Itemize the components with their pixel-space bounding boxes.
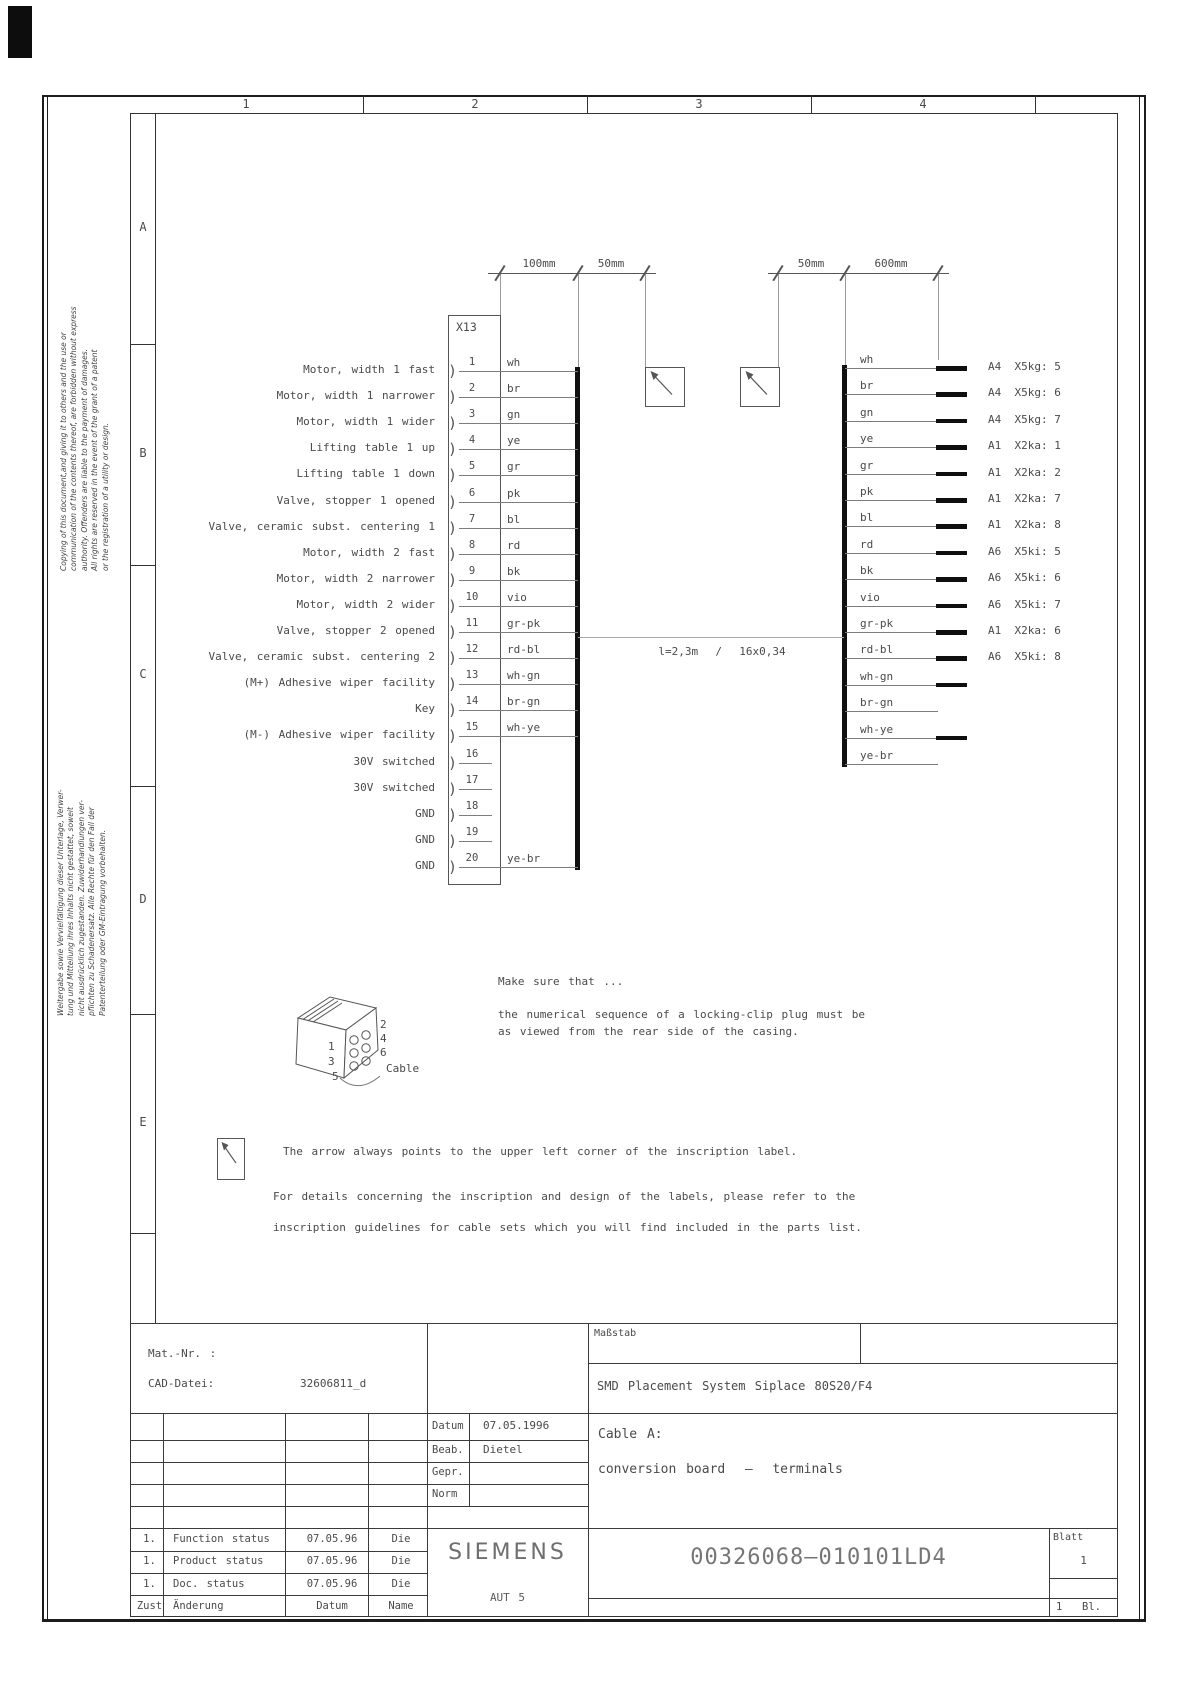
copyright-line: nicht ausdrücklich zugestanden. Zuwiderhandlungen ver- <box>76 800 86 1016</box>
title-block-line <box>130 1506 588 1507</box>
right-wire-color-label: vio <box>860 590 880 604</box>
right-wire-color-label: wh <box>860 353 874 366</box>
wire-end-marker <box>936 524 967 529</box>
right-wire-color-label: wh-ye <box>860 722 894 736</box>
pin-description: (M+) Adhesive wiper facility <box>243 676 435 690</box>
right-wire-line <box>845 711 938 712</box>
pin-number: 11 <box>465 617 479 629</box>
wire-color-label: br-gn <box>507 695 541 709</box>
terminal-assignment-label: A6 X5ki: 8 <box>988 650 1061 664</box>
pin-number: 19 <box>465 825 479 838</box>
pin-number: 7 <box>468 512 476 525</box>
pin-description: 30V switched <box>353 780 435 794</box>
pin-description: Valve, ceramic subst. centering 2 <box>208 650 435 664</box>
pin-wire-line <box>459 475 578 476</box>
pin-contact-arc: ) <box>448 570 458 589</box>
revision-cell: 1. <box>143 1577 156 1590</box>
pin-contact-arc: ) <box>448 414 458 433</box>
copyright-line: or the registration of a utility or design. <box>100 422 110 571</box>
wire-end-marker <box>936 577 967 582</box>
zone-column-label: 2 <box>471 97 479 111</box>
wire-end-marker <box>936 630 967 635</box>
wire-color-label: wh <box>507 356 521 369</box>
zone-tick-left <box>130 1233 156 1234</box>
zone-column-label: 3 <box>695 97 703 111</box>
pin-contact-arc: ) <box>448 388 458 407</box>
pin-number: 12 <box>465 643 479 656</box>
sheet-border <box>1139 95 1140 1619</box>
pin-description: Motor, width 2 wider <box>296 597 435 611</box>
right-wire-line <box>845 526 938 527</box>
sheet-border <box>42 95 1146 97</box>
zone-row-label: B <box>139 446 147 460</box>
copyright-line: communication of the contents thereof, are forbidden without express <box>69 306 79 571</box>
pin-contact-arc: ) <box>448 831 458 850</box>
connector-designation: X13 <box>456 320 477 334</box>
wire-color-label: ye-br <box>507 851 541 865</box>
dimension-label-50mm-left: 50mm <box>597 257 625 270</box>
zone-row-label: E <box>139 1115 147 1129</box>
document-number: 00326068–010101LD4 <box>690 1545 947 1570</box>
plug-pin-number: 5 <box>332 1070 339 1083</box>
zone-row-label: C <box>139 667 147 681</box>
zone-tick-top <box>587 95 588 113</box>
wire-end-marker <box>936 736 967 741</box>
cable-middle-line <box>578 637 844 638</box>
cable-spec-label: l=2,3m / 16x0,34 <box>658 645 786 658</box>
inner-frame <box>130 113 131 1617</box>
sheet-border <box>1144 95 1146 1622</box>
right-wire-line <box>845 658 938 659</box>
extension-line <box>778 273 779 367</box>
pin-contact-arc: ) <box>448 362 458 380</box>
dimension-label-600mm: 600mm <box>874 257 908 270</box>
note-arrow: The arrow always points to the upper left corner of the inscription label. <box>283 1145 798 1158</box>
terminal-assignment-label: A1 X2ka: 1 <box>988 439 1061 453</box>
terminal-assignment-label: A1 X2ka: 7 <box>988 492 1061 505</box>
wire-color-label: pk <box>507 486 521 500</box>
copyright-note-german <box>56 716 108 1016</box>
arrow-up-left-icon <box>646 368 684 406</box>
title-block-line <box>860 1323 861 1364</box>
title-block-line <box>130 1595 427 1596</box>
pin-number: 9 <box>468 564 476 577</box>
right-wire-color-label: bl <box>860 511 874 525</box>
right-wire-color-label: rd-bl <box>860 643 894 657</box>
pin-description: GND <box>415 806 435 820</box>
pin-contact-arc: ) <box>448 805 458 824</box>
wire-color-label: bl <box>507 512 521 526</box>
revision-cell: 07.05.96 <box>306 1555 358 1568</box>
right-wire-line <box>845 421 938 422</box>
inscription-label-symbol-2 <box>740 367 780 407</box>
wire-color-label: rd-bl <box>507 643 541 657</box>
pin-number: 20 <box>465 851 479 864</box>
wire-end-marker <box>936 419 967 424</box>
title-block-line <box>130 1440 588 1441</box>
title-block-line <box>1049 1528 1050 1617</box>
inscription-label-symbol-note <box>217 1138 245 1180</box>
right-wire-color-label: ye-br <box>860 749 894 762</box>
right-wire-color-label: br-gn <box>860 696 894 710</box>
pin-contact-arc: ) <box>448 440 458 459</box>
pin-description: Valve, stopper 2 opened <box>276 624 435 637</box>
wire-color-label: gr-pk <box>507 617 541 630</box>
wire-color-label: ye <box>507 434 521 448</box>
pin-contact-arc: ) <box>448 727 458 746</box>
revision-cell: 1. <box>143 1555 156 1568</box>
zone-row-label: D <box>139 892 147 906</box>
pin-wire-line <box>459 763 492 764</box>
pin-number: 5 <box>468 460 476 473</box>
zone-column-label: 1 <box>242 97 250 111</box>
blatt-label: Blatt <box>1053 1532 1084 1543</box>
revision-cell: Datum <box>316 1599 348 1612</box>
wire-end-marker <box>936 656 967 661</box>
pin-contact-arc: ) <box>448 518 458 537</box>
department-label: AUT 5 <box>489 1591 526 1604</box>
pin-contact-arc: ) <box>448 623 458 641</box>
pin-wire-line <box>459 658 578 659</box>
pin-contact-arc: ) <box>448 544 458 563</box>
right-wire-color-label: gn <box>860 405 874 419</box>
copyright-line: Patenterteilung oder GM-Eintragung vorbehalten. <box>97 829 107 1016</box>
wire-color-label: wh-ye <box>507 721 541 735</box>
wire-color-label: br <box>507 382 521 396</box>
zone-tick-left <box>130 1014 156 1015</box>
meta-datum-value: 07.05.1996 <box>483 1419 550 1432</box>
wire-end-marker <box>936 551 967 556</box>
plug-pin-number: 6 <box>380 1046 387 1059</box>
pin-wire-line <box>459 371 578 372</box>
right-wire-color-label: pk <box>860 485 874 498</box>
pin-contact-arc: ) <box>448 466 458 485</box>
wire-end-marker <box>936 445 967 450</box>
pin-description: (M-) Adhesive wiper facility <box>243 728 435 742</box>
terminal-assignment-label: A6 X5ki: 5 <box>988 544 1061 558</box>
pin-description: GND <box>415 858 435 872</box>
pin-number: 6 <box>468 486 476 499</box>
zone-strip-divider <box>155 113 156 1323</box>
company-logo-text: SIEMENS <box>448 1540 567 1565</box>
terminal-assignment-label: A4 X5kg: 6 <box>988 386 1061 400</box>
pin-wire-line <box>459 423 578 424</box>
pin-wire-line <box>459 528 578 529</box>
pin-description: Motor, width 2 fast <box>303 545 435 559</box>
sheet-border <box>47 95 48 1619</box>
pin-number: 2 <box>468 382 476 395</box>
pin-contact-arc: ) <box>448 701 458 720</box>
pin-wire-line <box>459 736 578 737</box>
note-make-sure-line2: as viewed from the rear side of the casing. <box>498 1025 799 1038</box>
terminal-assignment-label: A1 X2ka: 2 <box>988 465 1061 479</box>
pin-contact-arc: ) <box>448 492 458 511</box>
terminal-assignment-label: A6 X5ki: 7 <box>988 597 1061 611</box>
pin-description: 30V switched <box>353 754 435 768</box>
wire-end-marker <box>936 392 967 397</box>
revision-cell: Product status <box>173 1555 264 1568</box>
extension-line <box>845 273 846 366</box>
zone-tick-left <box>130 344 156 345</box>
pin-wire-line <box>459 815 492 816</box>
right-wire-color-label: ye <box>860 432 874 446</box>
pin-wire-line <box>459 684 578 685</box>
title-block-line <box>130 1551 427 1552</box>
wire-color-label: gn <box>507 408 521 422</box>
mat-nr-label: Mat.-Nr. : <box>148 1347 217 1360</box>
copyright-line: tung und Mitteilung ihres Inhalts nicht gestattet, soweit <box>66 807 76 1016</box>
title-block-line <box>130 1462 588 1463</box>
right-wire-line <box>845 685 938 686</box>
meta-gepr-label: Gepr. <box>432 1466 464 1478</box>
extension-line <box>645 273 646 367</box>
wire-end-marker <box>936 472 967 477</box>
plug-pin-number: 2 <box>380 1018 387 1031</box>
pin-description: GND <box>415 832 435 846</box>
copyright-line: All rights are reserved in the event of the grant of a patent <box>90 349 100 571</box>
right-wire-line <box>845 632 938 633</box>
drawing-title-line1: Cable A: <box>598 1427 663 1442</box>
right-wire-line <box>845 606 938 607</box>
title-block-line <box>130 1573 427 1574</box>
pin-description: Motor, width 1 wider <box>296 415 435 429</box>
dimension-label-100mm: 100mm <box>522 257 556 270</box>
right-wire-line <box>845 579 938 580</box>
right-wire-line <box>845 447 938 448</box>
zone-tick-top <box>1035 95 1036 113</box>
pin-wire-line <box>459 632 578 633</box>
revision-cell: Name <box>388 1599 414 1612</box>
sheet-count-value: 1 <box>1056 1601 1063 1613</box>
zone-column-label: 4 <box>919 97 927 111</box>
pin-description: Motor, width 2 narrower <box>276 571 435 585</box>
copyright-line: Weitergabe sowie Vervielfältigung dieser Unterlage, Verwer- <box>56 789 65 1016</box>
revision-cell: Function status <box>173 1533 270 1545</box>
note-details-line2: inscription guidelines for cable sets which you will find included in the parts list. <box>273 1221 862 1234</box>
dimension-line <box>488 273 656 274</box>
pin-contact-arc: ) <box>448 779 458 798</box>
zone-tick-top <box>811 95 812 113</box>
terminal-assignment-label: A1 X2ka: 8 <box>988 518 1061 532</box>
title-block-line <box>1049 1578 1117 1579</box>
pin-description: Motor, width 1 narrower <box>276 389 435 403</box>
dimension-line <box>768 273 949 274</box>
pin-wire-line <box>459 502 578 503</box>
pin-number: 16 <box>465 747 479 760</box>
dimension-label-50mm-right: 50mm <box>797 257 825 270</box>
pin-wire-line <box>459 841 492 842</box>
plug-pin-number: 3 <box>328 1055 335 1068</box>
revision-cell: Die <box>391 1533 411 1545</box>
plug-cable-label: Cable <box>386 1062 420 1075</box>
cable-bundle-left <box>575 367 580 870</box>
pin-number: 13 <box>465 669 479 682</box>
pin-contact-arc: ) <box>448 596 458 615</box>
pin-number: 18 <box>465 799 479 812</box>
right-wire-color-label: gr <box>860 458 874 472</box>
plug-pin-number: 1 <box>328 1040 335 1053</box>
sheet-border <box>42 1619 1146 1622</box>
right-wire-line <box>845 368 938 369</box>
inscription-label-symbol-1 <box>645 367 685 407</box>
right-wire-line <box>845 553 938 554</box>
pin-number: 17 <box>465 773 479 786</box>
pin-contact-arc: ) <box>448 857 458 876</box>
title-block-line <box>588 1323 589 1617</box>
revision-cell: 07.05.96 <box>306 1577 358 1590</box>
cable-bundle-right <box>842 365 847 767</box>
right-wire-color-label: wh-gn <box>860 669 894 683</box>
title-block-line <box>427 1323 428 1617</box>
terminal-assignment-label: A4 X5kg: 7 <box>988 412 1061 426</box>
pin-wire-line <box>459 867 578 868</box>
pin-wire-line <box>459 710 578 711</box>
pin-description: Valve, ceramic subst. centering 1 <box>208 519 435 533</box>
pin-number: 3 <box>468 408 476 421</box>
inner-frame <box>1117 113 1118 1617</box>
right-wire-color-label: rd <box>860 537 874 551</box>
wire-end-marker <box>936 604 967 609</box>
right-wire-line <box>845 394 938 395</box>
copyright-line: authority. Offenders are liable to the payment of damages. <box>79 348 89 571</box>
title-block-line <box>588 1363 1117 1364</box>
extension-line <box>938 273 939 360</box>
right-wire-color-label: bk <box>860 564 874 578</box>
pin-number: 4 <box>468 434 476 447</box>
blatt-value: 1 <box>1080 1554 1087 1567</box>
pin-description: Lifting table 1 up <box>309 441 435 455</box>
pin-wire-line <box>459 606 578 607</box>
terminal-assignment-label: A6 X5ki: 6 <box>988 571 1061 585</box>
wire-color-label: rd <box>507 538 521 552</box>
title-block-line <box>588 1598 1117 1599</box>
revision-cell: 1. <box>143 1533 156 1545</box>
wire-color-label: gr <box>507 460 521 474</box>
inner-frame <box>130 113 1118 114</box>
pin-number: 8 <box>468 538 476 551</box>
arrow-up-left-icon <box>741 368 779 406</box>
pin-wire-line <box>459 449 578 450</box>
meta-beab-label: Beab. <box>432 1444 464 1456</box>
wire-end-marker <box>936 683 967 688</box>
revision-cell: 07.05.96 <box>306 1533 358 1545</box>
pin-wire-line <box>459 554 578 555</box>
pin-description: Motor, width 1 fast <box>303 363 435 376</box>
wire-color-label: wh-gn <box>507 669 541 683</box>
scan-mark <box>8 6 32 58</box>
pin-wire-line <box>459 580 578 581</box>
zone-tick-left <box>130 565 156 566</box>
title-block-line <box>469 1413 470 1507</box>
arrow-up-left-icon <box>218 1139 244 1179</box>
terminal-assignment-label: A1 X2ka: 6 <box>988 624 1061 637</box>
revision-cell: Doc. status <box>173 1577 245 1590</box>
right-wire-line <box>845 764 938 765</box>
revision-cell: Zust <box>136 1599 163 1612</box>
pin-wire-line <box>459 397 578 398</box>
copyright-line: pflichten zu Schadenersatz. Alle Rechte für den Fall der <box>87 807 97 1016</box>
terminal-assignment-label: A4 X5kg: 5 <box>988 360 1061 373</box>
revision-cell: Die <box>391 1555 411 1568</box>
wire-color-label: bk <box>507 564 521 578</box>
pin-description: Lifting table 1 down <box>296 467 435 481</box>
sheet-border <box>42 95 44 1622</box>
right-wire-line <box>845 500 938 501</box>
revision-cell: Die <box>391 1577 411 1590</box>
connector-box <box>500 315 501 885</box>
title-block-line <box>130 1528 1118 1529</box>
cad-file-label: CAD-Datei: <box>148 1377 215 1390</box>
meta-beab-value: Dietel <box>483 1443 523 1456</box>
note-make-sure-title: Make sure that ... <box>498 975 624 988</box>
pin-wire-line <box>459 789 492 790</box>
inner-frame <box>130 1616 1118 1617</box>
plug-pin-number: 4 <box>380 1032 387 1045</box>
title-block-line <box>130 1323 1118 1324</box>
wire-color-label: vio <box>507 590 527 604</box>
pin-contact-arc: ) <box>448 753 458 772</box>
pin-number: 10 <box>465 590 479 603</box>
title-block-line <box>130 1484 588 1485</box>
right-wire-line <box>845 474 938 475</box>
right-wire-color-label: gr-pk <box>860 617 894 630</box>
title-block-line <box>130 1413 1118 1414</box>
copyright-note-english <box>59 271 111 571</box>
wire-end-marker <box>936 366 967 371</box>
pin-contact-arc: ) <box>448 675 458 694</box>
revision-cell: Änderung <box>173 1599 224 1612</box>
sheet-count-suffix: Bl. <box>1082 1601 1101 1613</box>
note-make-sure-line1: the numerical sequence of a locking-clip plug must be <box>498 1008 865 1021</box>
pin-number: 15 <box>465 721 479 734</box>
connector-box <box>448 315 501 316</box>
pin-description: Key <box>415 702 435 716</box>
copyright-line: Copying of this document,and giving it to others and the use or <box>59 332 68 571</box>
right-wire-line <box>845 738 938 739</box>
meta-datum-label: Datum <box>432 1420 464 1432</box>
cad-file-value: 32606811_d <box>300 1377 367 1390</box>
wire-end-marker <box>936 498 967 503</box>
zone-tick-top <box>363 95 364 113</box>
pin-number: 1 <box>468 356 476 368</box>
massstab-label: Maßstab <box>594 1328 637 1339</box>
drawing-title-line2: conversion board – terminals <box>598 1462 843 1477</box>
pin-number: 14 <box>465 695 479 708</box>
pin-contact-arc: ) <box>448 649 458 668</box>
pin-description: Valve, stopper 1 opened <box>276 493 435 507</box>
connector-box <box>448 884 501 885</box>
zone-row-label: A <box>139 220 147 234</box>
right-wire-color-label: br <box>860 379 874 393</box>
note-details-line1: For details concerning the inscription and design of the labels, please refer to the <box>273 1190 856 1203</box>
system-title: SMD Placement System Siplace 80S20/F4 <box>597 1379 873 1393</box>
extension-line <box>578 273 579 367</box>
meta-norm-label: Norm <box>432 1488 458 1500</box>
extension-line <box>500 273 501 315</box>
title-block-line <box>285 1413 286 1617</box>
